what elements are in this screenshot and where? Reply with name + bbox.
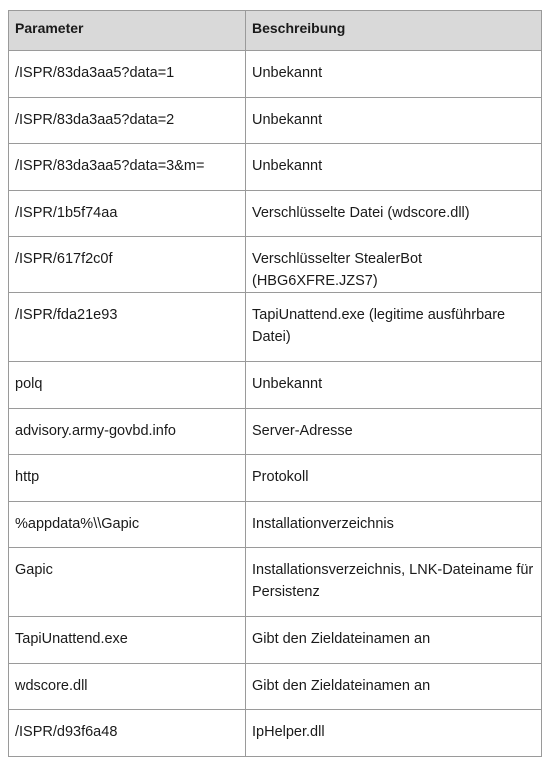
- parameter-cell: TapiUnattend.exe: [9, 617, 246, 664]
- description-cell: Unbekannt: [246, 97, 542, 144]
- table-row: [9, 408, 542, 455]
- column-header-beschreibung: Beschreibung: [246, 11, 542, 51]
- table-row: [9, 51, 542, 98]
- description-cell: Protokoll: [246, 455, 542, 502]
- description-cell: IpHelper.dll: [246, 710, 542, 757]
- parameter-cell: %appdata%\\Gapic: [9, 501, 246, 548]
- description-cell: Unbekannt: [246, 51, 542, 98]
- table-row: [9, 548, 542, 617]
- description-cell: Unbekannt: [246, 362, 542, 409]
- description-cell: Installationverzeichnis: [246, 501, 542, 548]
- table-row: [9, 144, 542, 191]
- table-row: [9, 362, 542, 409]
- parameter-cell: polq: [9, 362, 246, 409]
- parameter-cell: /ISPR/83da3aa5?data=3&m=: [9, 144, 246, 191]
- column-header-parameter: Parameter: [9, 11, 246, 51]
- parameter-cell: /ISPR/1b5f74aa: [9, 190, 246, 237]
- parameter-cell: Gapic: [9, 548, 246, 617]
- table-row: [9, 97, 542, 144]
- table-row: [9, 455, 542, 502]
- table-header-row: [9, 11, 542, 51]
- table-row: [9, 293, 542, 362]
- parameter-cell: /ISPR/fda21e93: [9, 293, 246, 362]
- description-cell: Server-Adresse: [246, 408, 542, 455]
- parameter-cell: wdscore.dll: [9, 663, 246, 710]
- table-row: [9, 710, 542, 757]
- parameter-cell: /ISPR/617f2c0f: [9, 237, 246, 293]
- table-row: [9, 237, 542, 293]
- parameter-cell: /ISPR/d93f6a48: [9, 710, 246, 757]
- description-cell: Verschlüsselter StealerBot (HBG6XFRE.JZS7): [246, 237, 542, 293]
- parameter-cell: http: [9, 455, 246, 502]
- description-cell: Gibt den Zieldateinamen an: [246, 617, 542, 664]
- description-cell: Gibt den Zieldateinamen an: [246, 663, 542, 710]
- table-row: [9, 190, 542, 237]
- table-row: [9, 617, 542, 664]
- description-cell: TapiUnattend.exe (legitime ausführbare Datei): [246, 293, 542, 362]
- parameter-table: [8, 10, 542, 757]
- table-row: [9, 663, 542, 710]
- parameter-cell: advisory.army-govbd.info: [9, 408, 246, 455]
- parameter-cell: /ISPR/83da3aa5?data=2: [9, 97, 246, 144]
- description-cell: Verschlüsselte Datei (wdscore.dll): [246, 190, 542, 237]
- description-cell: Installationsverzeichnis, LNK-Dateiname für Persistenz: [246, 548, 542, 617]
- parameter-cell: /ISPR/83da3aa5?data=1: [9, 51, 246, 98]
- description-cell: Unbekannt: [246, 144, 542, 191]
- table-row: [9, 501, 542, 548]
